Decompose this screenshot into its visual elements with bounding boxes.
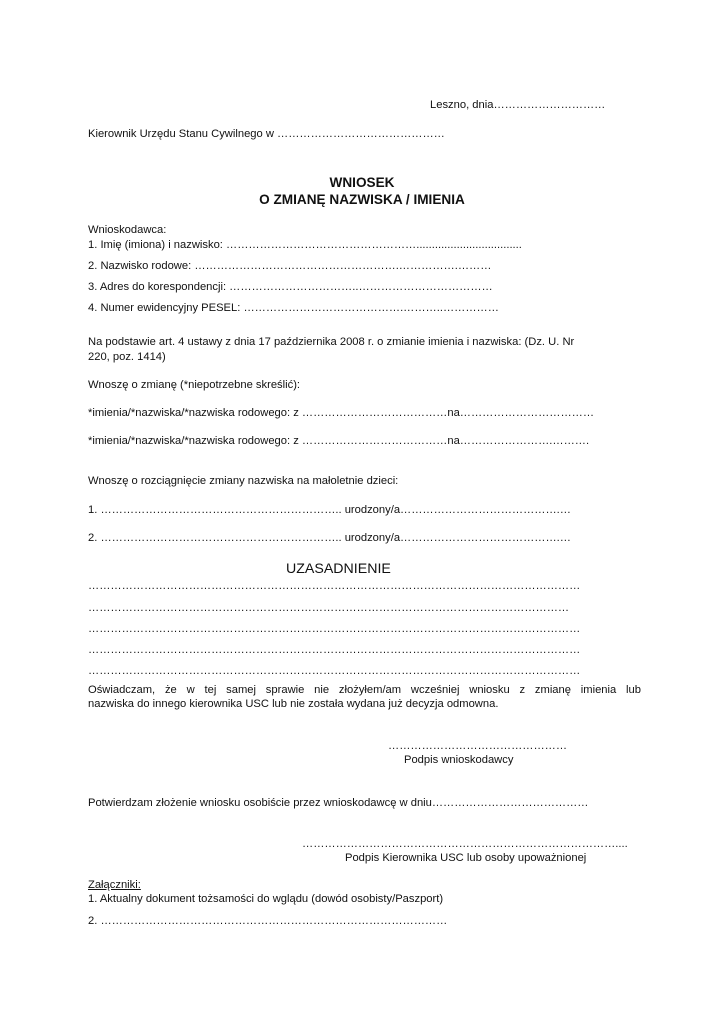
applicant-signature-line: ………………………………………… [388, 740, 567, 752]
field-pesel: 4. Numer ewidencyjny PESEL: …………………………………….………..…………… [88, 302, 499, 314]
legal-basis-line-1: Na podstawie art. 4 ustawy z dnia 17 października 2008 r. o zmianie imienia i nazwiska: (Dz. U. Nr [88, 336, 575, 348]
addressee-line: Kierownik Urzędu Stanu Cywilnego w ……………………………………… [88, 128, 445, 140]
place-date-line: Leszno, dnia………………………… [430, 99, 606, 111]
field-maiden-name: 2. Nazwisko rodowe: ……………………………………………….…………….……… [88, 260, 492, 272]
change-request-row: *imienia/*nazwiska/*nazwiska rodowego: z …………………………………na……………………………… [88, 407, 595, 419]
justification-line: …………………………………………………………………………………………………………………… [88, 644, 581, 656]
confirmation-line: Potwierdzam złożenie wniosku osobiście przez wnioskodawcę w dniu…………………………………… [88, 797, 589, 809]
justification-line: …………………………………………………………………………………………………………………… [88, 580, 581, 592]
field-full-name: 1. Imię (imiona) i nazwisko: …………………………………………….................................. [88, 239, 522, 251]
applicant-label: Wnioskodawca: [88, 224, 167, 236]
official-signature-label: Podpis Kierownika USC lub osoby upoważnionej [345, 852, 587, 864]
children-label: Wnoszę o rozciągnięcie zmiany nazwiska na małoletnie dzieci: [88, 475, 399, 487]
attachment-item: 1. Aktualny dokument tożsamości do wglądu (dowód osobisty/Paszport) [88, 893, 444, 905]
justification-line: …………………………………………………………………………………………………………………… [88, 623, 581, 635]
attachments-label: Załączniki: [88, 879, 141, 891]
justification-line: ………………………………………………………………………………………………………………… [88, 602, 570, 614]
field-address: 3. Adres do korespondencji: ……………………………..……………………………… [88, 281, 493, 293]
justification-line: …………………………………………………………………………………………………………………… [88, 665, 581, 677]
child-row: 1. ……………………………………………………….. urodzony/a…………………………………….… [88, 504, 571, 516]
attachment-item: 2. ………………………………………………………………………………… [88, 915, 448, 927]
change-request-label: Wnoszę o zmianę (*niepotrzebne skreślić): [88, 379, 301, 391]
change-request-row: *imienia/*nazwiska/*nazwiska rodowego: z …………………………………na…………………….………. [88, 435, 590, 447]
legal-basis-line-2: 220, poz. 1414) [88, 351, 166, 363]
child-row: 2. ……………………………………………………….. urodzony/a…………………………………….… [88, 532, 571, 544]
justification-heading: UZASADNIENIE [286, 561, 391, 577]
declaration-line-2: nazwiska do innego kierownika USC lub nie została wydana już decyzja odmowna. [88, 698, 499, 710]
declaration-line-1: Oświadczam, że w tej samej sprawie nie złożyłem/am wcześniej wniosku z zmianę imienia lub [88, 684, 641, 696]
document-title: WNIOSEK [329, 175, 395, 190]
official-signature-line: ………………………………………………………………………….... [302, 838, 628, 850]
document-subtitle: O ZMIANĘ NAZWISKA / IMIENIA [259, 192, 465, 207]
applicant-signature-label: Podpis wnioskodawcy [404, 754, 514, 766]
